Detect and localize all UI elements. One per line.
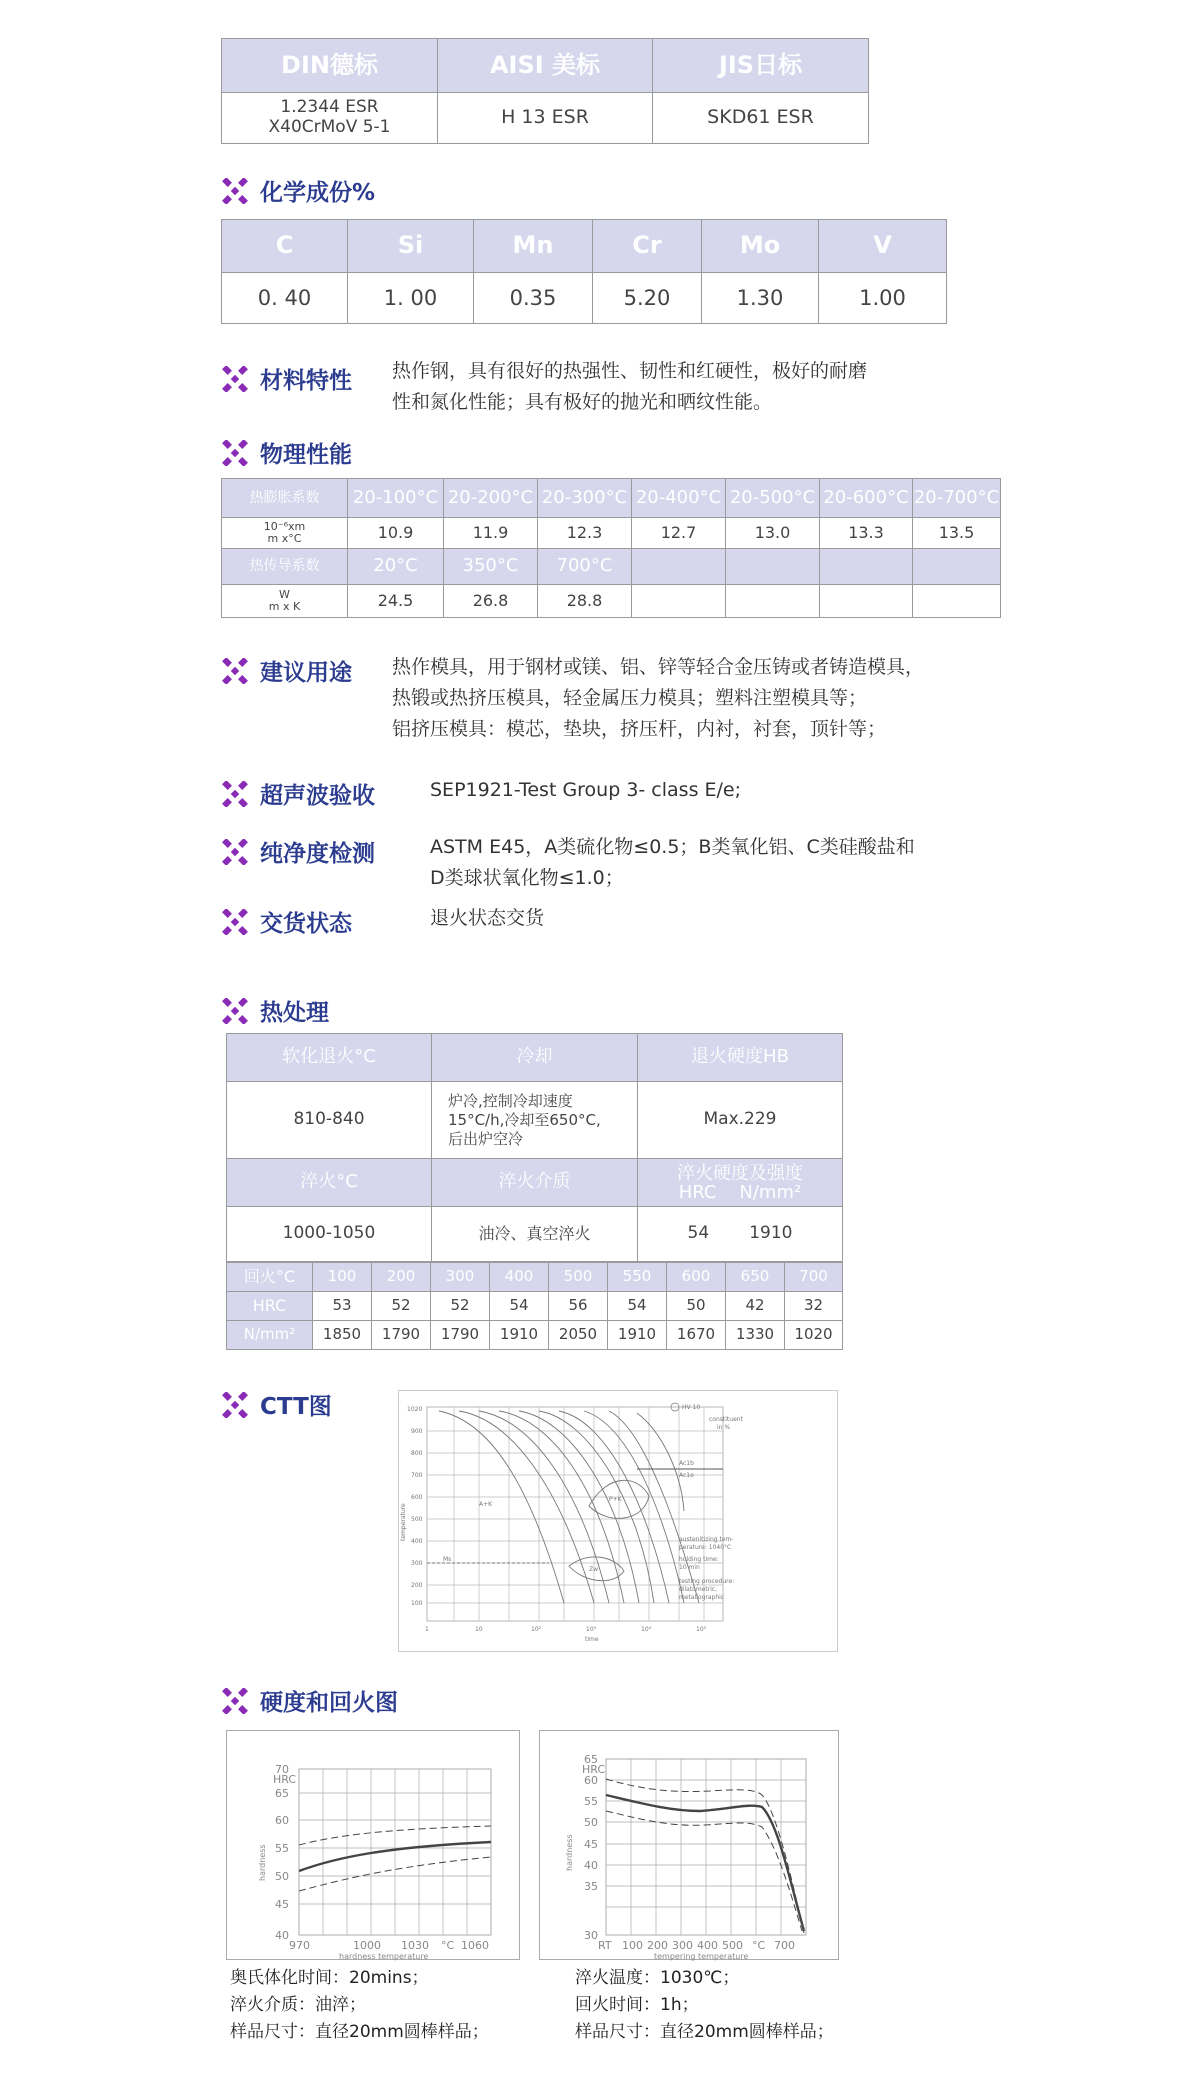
temper-min-curve	[606, 1811, 802, 1931]
chem-value-v: 1.00	[819, 273, 947, 324]
cross-mark-icon	[222, 909, 248, 935]
chart2-xtick: RT	[598, 1939, 612, 1952]
purity-line: D类球状氧化物≤1.0；	[430, 867, 624, 889]
phys-empty	[820, 549, 913, 585]
chart2-caption	[575, 1965, 834, 2046]
chart1-ytick: 40	[275, 1929, 289, 1942]
ctt-note: perature: 1040°C	[679, 1544, 732, 1551]
heat-quench-temp: 1000-1050	[227, 1207, 432, 1262]
heat-hb-value: Max.229	[638, 1082, 843, 1159]
section-props	[222, 362, 352, 395]
caption-line: 奥氏体化时间：20mins；	[230, 1968, 429, 1988]
ctt-ytick: 400	[411, 1538, 423, 1545]
nmm-value: 2050	[549, 1321, 608, 1350]
chem-value-mo: 1.30	[702, 273, 819, 324]
ctt-ytick: 900	[411, 1428, 423, 1435]
heat-table-temper	[226, 1262, 843, 1350]
heat-hb-header: 退火硬度HB	[638, 1034, 843, 1082]
phys-conductivity-value: 24.5	[348, 585, 444, 618]
phys-table	[221, 478, 1001, 618]
chart2-ytick: 40	[584, 1859, 598, 1872]
ctt-legend: in %	[717, 1424, 731, 1431]
ctt-legend: constituent	[709, 1416, 743, 1423]
chart1-caption	[230, 1965, 489, 2046]
hardness-header-bottom: HRC N/mm²	[678, 1181, 802, 1203]
caption-line: 回火时间：1h；	[575, 1995, 699, 2015]
ctt-legend: Ac1e	[679, 1472, 694, 1479]
heat-hardness-header	[638, 1159, 843, 1207]
section-ultrasonic-title: 超声波验收	[260, 783, 375, 809]
section-delivery-title: 交货状态	[260, 911, 352, 937]
chart2-ytick: 35	[584, 1880, 598, 1893]
section-heat	[222, 994, 329, 1027]
phys-expansion-value: 10.9	[348, 518, 444, 549]
caption-line: 淬火温度：1030℃；	[575, 1968, 740, 1988]
ctt-note: 10 min	[679, 1564, 700, 1571]
ctt-region: P+K	[609, 1496, 622, 1503]
chart1-ytick: 50	[275, 1870, 289, 1883]
ctt-legend: Ac1b	[679, 1460, 694, 1467]
section-props-title: 材料特性	[260, 368, 352, 394]
props-line: 热作钢，具有很好的热强性、韧性和红硬性，极好的耐磨	[392, 360, 868, 382]
section-ultrasonic	[222, 777, 375, 810]
nmm-value: 1790	[372, 1321, 431, 1350]
hrc-value: 54	[490, 1292, 549, 1321]
temper-mean-curve	[606, 1795, 804, 1931]
cooling-line: 炉冷,控制冷却速度	[448, 1091, 573, 1110]
chem-value-si: 1. 00	[348, 273, 474, 324]
unit2-top: W	[279, 588, 290, 601]
phys-empty	[913, 549, 1001, 585]
cooling-line: 15°C/h,冷却至650°C,	[448, 1110, 601, 1129]
cross-mark-icon	[222, 998, 248, 1024]
chem-header-si: Si	[348, 220, 474, 273]
use-line: 铝挤压模具：模芯，垫块，挤压杆，内衬，衬套，顶针等；	[392, 718, 887, 740]
phys-expansion-value: 12.3	[538, 518, 632, 549]
chart1-xtick: 970	[289, 1939, 310, 1952]
chem-value-c: 0. 40	[222, 273, 348, 324]
chart2-xtick: 300	[672, 1939, 693, 1952]
nmm-value: 1020	[785, 1321, 843, 1350]
section-hardness-title: 硬度和回火图	[260, 1690, 398, 1716]
chart2-ytick: 50	[584, 1816, 598, 1829]
ctt-note: austenitizing tem-	[679, 1536, 734, 1543]
cross-mark-icon	[222, 839, 248, 865]
nmm-value: 1670	[667, 1321, 726, 1350]
section-hardness	[222, 1684, 398, 1717]
phys-unit2	[222, 585, 348, 618]
chart2-xtick: 700	[774, 1939, 795, 1952]
chart2-xtick: 400	[697, 1939, 718, 1952]
chem-header-cr: Cr	[593, 220, 702, 273]
temper-temp: 550	[608, 1263, 667, 1292]
ctt-xtick: 10	[475, 1626, 483, 1633]
heat-cooling-header: 冷却	[432, 1034, 638, 1082]
hrc-value: 42	[726, 1292, 785, 1321]
phys-expansion-label: 热膨胀系数	[222, 479, 348, 518]
ctt-xtick: 10²	[531, 1626, 542, 1633]
hrc-value: 56	[549, 1292, 608, 1321]
phys-empty	[913, 585, 1001, 618]
ctt-ylabel: temperature	[400, 1503, 407, 1541]
ctt-ytick: 100	[411, 1600, 423, 1607]
cross-mark-icon	[222, 781, 248, 807]
phys-cond-temp: 350°C	[444, 549, 538, 585]
phys-expansion-value: 13.0	[726, 518, 820, 549]
ctt-ytick: 500	[411, 1516, 423, 1523]
delivery-text: 退火状态交货	[430, 907, 545, 929]
ctt-xtick: 10³	[586, 1626, 597, 1633]
chart2-xtick: °C	[752, 1939, 766, 1952]
chart2-xtick: 500	[722, 1939, 743, 1952]
phys-conductivity-label: 热传导系数	[222, 549, 348, 585]
ctt-xtick: 10⁴	[641, 1626, 652, 1633]
phys-conductivity-value: 28.8	[538, 585, 632, 618]
phys-empty	[726, 549, 820, 585]
props-line: 性和氮化性能；具有极好的抛光和晒纹性能。	[392, 391, 773, 413]
chart2-xlabel: tempering temperature	[654, 1952, 749, 1961]
chart1-ytick: 70	[275, 1763, 289, 1776]
chart2-ylabel: hardness	[565, 1834, 574, 1871]
phys-cond-temp: 20°C	[348, 549, 444, 585]
caption-line: 淬火介质：油淬；	[230, 1995, 366, 2015]
nmm-label: N/mm²	[227, 1321, 313, 1350]
quench-strength: 1910	[749, 1223, 793, 1244]
section-ctt	[222, 1388, 332, 1421]
temper-temp: 100	[313, 1263, 372, 1292]
phys-empty	[820, 585, 913, 618]
heat-medium-header: 淬火介质	[432, 1159, 638, 1207]
phys-empty	[726, 585, 820, 618]
chart2-xtick: 200	[647, 1939, 668, 1952]
section-use-title: 建议用途	[260, 660, 352, 686]
std-header-jis: JIS日标	[653, 39, 869, 93]
chart2-ytick: 65	[584, 1753, 598, 1766]
chart1-yunit: HRC	[273, 1773, 297, 1786]
heat-hardness-value	[638, 1207, 843, 1262]
din-line2: X40CrMoV 5-1	[268, 117, 391, 137]
quench-hrc: 54	[687, 1223, 710, 1244]
ctt-ytick: 300	[411, 1560, 423, 1567]
chem-header-v: V	[819, 220, 947, 273]
caption-line: 样品尺寸：直径20mm圆棒样品；	[575, 2022, 834, 2042]
phys-cond-temp: 700°C	[538, 549, 632, 585]
use-line: 热作模具，用于钢材或镁、铝、锌等轻合金压铸或者铸造模具，	[392, 656, 925, 678]
cross-mark-icon	[222, 1688, 248, 1714]
heat-anneal-temp: 810-840	[227, 1082, 432, 1159]
chem-header-mo: Mo	[702, 220, 819, 273]
temper-temp: 700	[785, 1263, 843, 1292]
temper-temp: 400	[490, 1263, 549, 1292]
std-aisi-value: H 13 ESR	[438, 93, 653, 144]
chem-value-mn: 0.35	[474, 273, 593, 324]
unit2-bottom: m x K	[268, 600, 301, 613]
phys-temp: 20-600°C	[820, 479, 913, 518]
chem-value-cr: 5.20	[593, 273, 702, 324]
hrc-value: 52	[431, 1292, 490, 1321]
phys-temp: 20-300°C	[538, 479, 632, 518]
hrc-value: 54	[608, 1292, 667, 1321]
ctt-note: metallographic	[679, 1594, 725, 1601]
cross-mark-icon	[222, 1392, 248, 1418]
hardness-chart-panel	[226, 1730, 520, 1960]
chart1-ytick: 60	[275, 1814, 289, 1827]
phys-temp: 20-100°C	[348, 479, 444, 518]
ctt-note: dilatometric,	[679, 1586, 718, 1593]
ctt-xlabel: time	[585, 1636, 599, 1643]
chart1-xtick: 1060	[461, 1939, 489, 1952]
phys-temp: 20-200°C	[444, 479, 538, 518]
std-header-din: DIN德标	[222, 39, 438, 93]
section-chem	[222, 174, 375, 207]
temper-label: 回火°C	[227, 1263, 313, 1292]
section-purity	[222, 835, 375, 868]
unit1-top: 10⁻⁶xm	[263, 520, 306, 533]
ctt-ytick: 200	[411, 1582, 423, 1589]
phys-expansion-value: 13.3	[820, 518, 913, 549]
chart1-xlabel: hardness temperature	[339, 1952, 429, 1961]
phys-expansion-value: 13.5	[913, 518, 1001, 549]
heat-medium-value: 油冷、真空淬火	[432, 1207, 638, 1262]
phys-unit1	[222, 518, 348, 549]
phys-temp: 20-500°C	[726, 479, 820, 518]
ultrasonic-text: SEP1921-Test Group 3- class E/e;	[430, 779, 742, 801]
chart2-ytick: 45	[584, 1838, 598, 1851]
use-text	[392, 652, 1012, 745]
chart2-yunit: HRC	[582, 1763, 606, 1776]
standards-table	[221, 38, 869, 144]
chart1-ytick: 65	[275, 1787, 289, 1800]
section-phys-title: 物理性能	[260, 442, 352, 468]
ctt-ytick: 1020	[407, 1406, 423, 1413]
chart2-ytick: 60	[584, 1774, 598, 1787]
std-jis-value: SKD61 ESR	[653, 93, 869, 144]
chart2-xtick: 100	[622, 1939, 643, 1952]
phys-temp: 20-700°C	[913, 479, 1001, 518]
ctt-ytick: 700	[411, 1472, 423, 1479]
temper-temp: 500	[549, 1263, 608, 1292]
ctt-note: holding time:	[679, 1556, 719, 1563]
heat-cooling-text	[432, 1082, 638, 1159]
heat-quench-header: 淬火°C	[227, 1159, 432, 1207]
unit1-bottom: m x°C	[267, 532, 302, 545]
section-heat-title: 热处理	[260, 1000, 329, 1026]
nmm-value: 1910	[608, 1321, 667, 1350]
hardness-header-top: 淬火硬度及强度	[677, 1162, 803, 1184]
cooling-line: 后出炉空冷	[448, 1129, 524, 1148]
hrc-label: HRC	[227, 1292, 313, 1321]
tempering-chart-panel	[539, 1730, 839, 1960]
chart1-xtick: 1030	[401, 1939, 429, 1952]
section-delivery	[222, 905, 352, 938]
temper-temp: 200	[372, 1263, 431, 1292]
hrc-value: 53	[313, 1292, 372, 1321]
ctt-region: A+K	[479, 1501, 493, 1508]
nmm-value: 1790	[431, 1321, 490, 1350]
din-line1: 1.2344 ESR	[280, 97, 379, 118]
ctt-region: Ms	[443, 1556, 452, 1563]
section-purity-title: 纯净度检测	[260, 841, 375, 867]
phys-conductivity-value: 26.8	[444, 585, 538, 618]
cross-mark-icon	[222, 658, 248, 684]
ctt-xtick: 1	[425, 1626, 429, 1633]
chem-table	[221, 219, 947, 324]
phys-temp: 20-400°C	[632, 479, 726, 518]
use-line: 热锻或热挤压模具，轻金属压力模具；塑料注塑模具等；	[392, 687, 868, 709]
chem-header-c: C	[222, 220, 348, 273]
section-phys	[222, 436, 352, 469]
ctt-legend: HV 10	[682, 1404, 701, 1411]
chem-header-mn: Mn	[474, 220, 593, 273]
nmm-value: 1850	[313, 1321, 372, 1350]
purity-text	[430, 832, 990, 894]
temper-temp: 600	[667, 1263, 726, 1292]
heat-table-main	[226, 1033, 843, 1262]
nmm-value: 1910	[490, 1321, 549, 1350]
hrc-value: 52	[372, 1292, 431, 1321]
section-use	[222, 654, 352, 687]
hrc-value: 50	[667, 1292, 726, 1321]
ctt-ytick: 800	[411, 1450, 423, 1457]
phys-expansion-value: 11.9	[444, 518, 538, 549]
cross-mark-icon	[222, 440, 248, 466]
section-ctt-title: CTT图	[260, 1394, 332, 1420]
phys-expansion-value: 12.7	[632, 518, 726, 549]
heat-anneal-header: 软化退火°C	[227, 1034, 432, 1082]
chart2-ytick: 30	[584, 1929, 598, 1942]
hrc-value: 32	[785, 1292, 843, 1321]
ctt-ytick: 600	[411, 1494, 423, 1501]
chart2-ytick: 55	[584, 1795, 598, 1808]
section-chem-title: 化学成份%	[260, 180, 376, 206]
ctt-region: Zw	[589, 1566, 599, 1573]
temper-temp: 650	[726, 1263, 785, 1292]
purity-line: ASTM E45，A类硫化物≤0.5；B类氧化铝、C类硅酸盐和	[430, 836, 915, 858]
cross-mark-icon	[222, 366, 248, 392]
chart1-ytick: 55	[275, 1842, 289, 1855]
chart1-xtick: °C	[441, 1939, 455, 1952]
caption-line: 样品尺寸：直径20mm圆棒样品；	[230, 2022, 489, 2042]
temper-temp: 300	[431, 1263, 490, 1292]
nmm-value: 1330	[726, 1321, 785, 1350]
chart1-xtick: 1000	[353, 1939, 381, 1952]
ctt-note: testing procedure:	[679, 1578, 735, 1585]
ctt-xtick: 10⁵	[696, 1626, 707, 1633]
ctt-diagram	[398, 1390, 838, 1652]
phys-empty	[632, 585, 726, 618]
chart1-ytick: 45	[275, 1898, 289, 1911]
cross-mark-icon	[222, 178, 248, 204]
std-din-value	[222, 93, 438, 144]
props-text	[392, 356, 972, 418]
std-header-aisi: AISI 美标	[438, 39, 653, 93]
chart1-ylabel: hardness	[258, 1844, 267, 1881]
phys-empty	[632, 549, 726, 585]
